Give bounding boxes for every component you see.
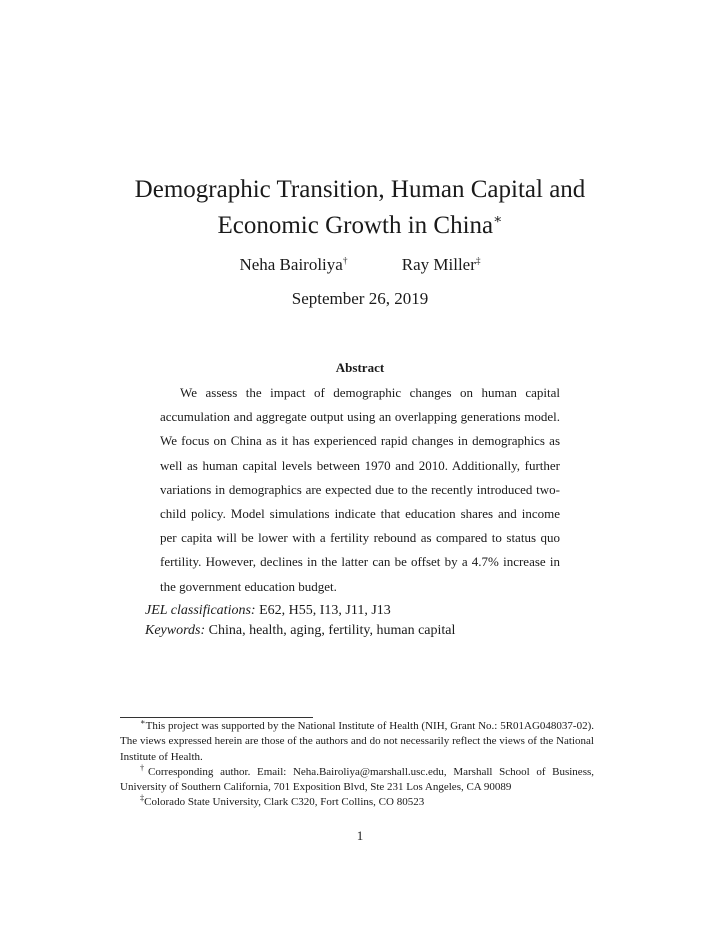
footnote-3-mark: ‡ (140, 793, 145, 803)
footnote-3 (120, 795, 594, 810)
paper-title (0, 172, 720, 244)
title-line-2 (0, 208, 720, 244)
footnote-2 (120, 765, 594, 796)
author-2 (402, 255, 481, 275)
jel-label: JEL classifications: (145, 603, 256, 618)
title-footnote-mark: ∗ (493, 211, 503, 227)
title-line-2-text: Economic Growth in China (217, 212, 494, 239)
jel-value: E62, H55, I13, J11, J13 (259, 603, 391, 618)
title-line-1: Demographic Transition, Human Capital and (134, 176, 586, 203)
footnote-divider (120, 717, 313, 718)
author-2-mark: ‡ (475, 256, 481, 267)
paper-metadata (145, 601, 455, 641)
keywords-label: Keywords: (145, 623, 206, 638)
author-1-mark: † (342, 256, 348, 267)
page-number: 1 (356, 828, 364, 843)
footnote-3-text: Colorado State University, Clark C320, Fort Collins, CO 80523 (144, 796, 425, 809)
footnote-1-mark: ∗ (140, 717, 146, 727)
author-1 (239, 255, 347, 275)
abstract-body: We assess the impact of demographic changes on human capital accumulation and aggregate output using an overlapping generations model. We focus on China as it has experienced rapid changes in demographics as well as human capital levels between 1970 and 2010. Additionally, further variations in demographics are expected due to the recently introduced two-child policy. Model simulations indicate that education shares and income per capita will be lower with a fertility rebound as compared to status quo fertility. However, declines in the latter can be offset by a 4.7% increase in the government education budget. (160, 385, 560, 594)
author-2-name: Ray Miller (401, 255, 476, 274)
footnote-2-text: Corresponding author. Email: Neha.Bairoliya@marshall.usc.edu, Marshall School of Business, University of Southern California, 701 Exposition Blvd, Ste 231 Los Angeles, CA 90089 (120, 765, 595, 794)
keywords-value: China, health, aging, fertility, human capital (208, 623, 456, 638)
author-list (0, 255, 720, 275)
keywords-line (145, 621, 455, 641)
paper-date: September 26, 2019 (291, 289, 429, 308)
jel-line (145, 601, 455, 621)
abstract-heading: Abstract (335, 360, 385, 375)
footnote-1-text: This project was supported by the National Institute of Health (NIH, Grant No.: 5R01AG048037-02). The views expressed herein are those of the authors and do not necessarily reflect the views of the National Institute of Health. (120, 720, 594, 763)
footnote-1 (120, 719, 594, 765)
footnote-2-mark: † (140, 763, 149, 773)
author-1-name: Neha Bairoliya (239, 255, 343, 274)
footnotes (120, 719, 594, 811)
